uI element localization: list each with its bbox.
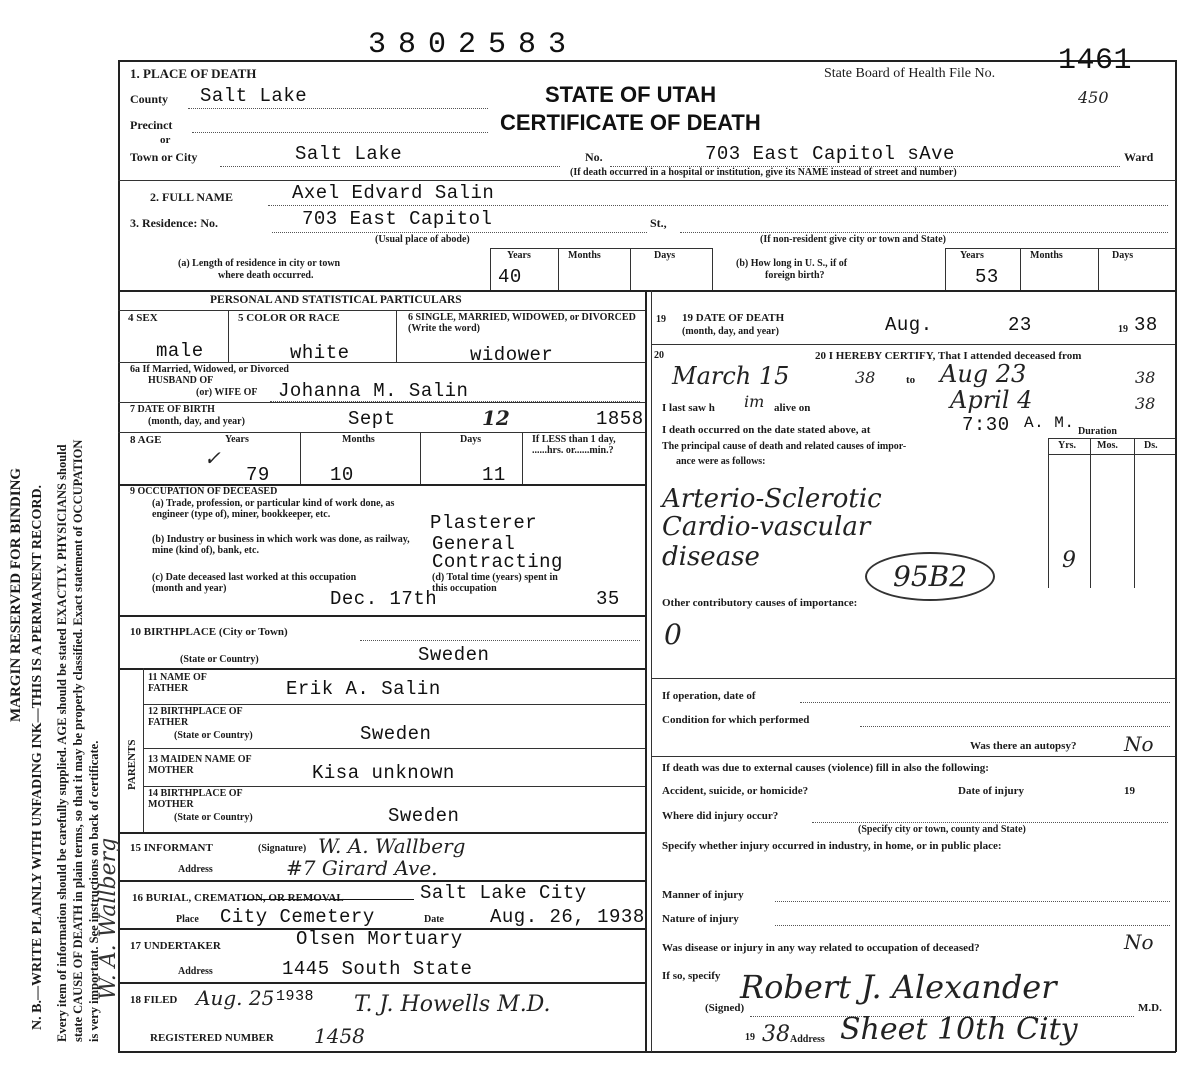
sex-label: 4 SEX xyxy=(128,312,158,324)
duration-top xyxy=(1048,438,1175,439)
us-label-b: foreign birth? xyxy=(765,270,825,281)
center-divider xyxy=(645,290,647,1052)
spouse-label-a: 6a If Married, Widowed, or Divorced xyxy=(130,364,289,375)
occurred-label: I death occurred on the date stated above, at xyxy=(662,424,871,436)
filed-by: T. J. Howells M.D. xyxy=(354,992,551,1017)
operation-label: If operation, date of xyxy=(662,690,756,702)
manner-label: Manner of injury xyxy=(662,889,744,901)
len-box-l xyxy=(490,248,491,290)
residence-st-label: St., xyxy=(650,216,667,230)
len-box-r xyxy=(712,248,713,290)
informant-address-label: Address xyxy=(178,864,213,875)
rule-10 xyxy=(143,748,645,749)
us-months-head: Months xyxy=(1030,250,1063,261)
len-box-top xyxy=(490,248,712,249)
signed-year-prefix: 19 xyxy=(745,1032,755,1043)
duration-value: 9 xyxy=(1062,548,1076,573)
father-label: 11 NAME OF FATHER xyxy=(148,672,207,694)
alive-on-label: alive on xyxy=(774,402,811,414)
name-line xyxy=(268,205,1168,206)
county-label: County xyxy=(130,92,169,106)
len-months-head: Months xyxy=(568,250,601,261)
occupation-b-value-2: Contracting xyxy=(432,551,563,573)
occupation-d-value: 35 xyxy=(596,588,620,610)
rule-15 xyxy=(118,982,645,984)
death-year-prefix: 19 xyxy=(1118,324,1128,335)
rule-r3 xyxy=(651,756,1175,757)
cause-2: Cardio-vascular xyxy=(662,512,871,542)
file-no-sub: 450 xyxy=(1078,88,1109,107)
len-years-head: Years xyxy=(507,250,531,261)
length-residence-label-b: where death occurred. xyxy=(218,270,314,281)
attended-to: Aug 23 xyxy=(940,360,1027,388)
duration-head-bottom xyxy=(1048,454,1175,455)
death-month: Aug. xyxy=(885,314,933,336)
injury-year-prefix: 19 xyxy=(1124,785,1135,797)
signed-year: 38 xyxy=(762,1022,790,1047)
rule-personal xyxy=(118,310,645,311)
usual-abode-note: (Usual place of abode) xyxy=(375,234,470,245)
spouse-label-b: HUSBAND OF xyxy=(148,375,214,386)
undertaker-label: 17 UNDERTAKER xyxy=(130,940,221,952)
last-saw-label: I last saw h xyxy=(662,402,715,414)
undertaker-address-label: Address xyxy=(178,966,213,977)
specify-label: Specify whether injury occurred in industry, in home, or in public place: xyxy=(662,840,1002,852)
burial-strike xyxy=(242,899,414,900)
margin-instructions-3: is very important. See instructions on back of certificate. xyxy=(87,740,101,1042)
filed-date: Aug. 25 xyxy=(196,986,275,1010)
alive-on-date: April 4 xyxy=(950,386,1033,414)
if-so-label: If so, specify xyxy=(662,970,721,982)
informant-sig-label: (Signature) xyxy=(258,843,307,854)
address-note: (If death occurred in a hospital or institution, give its NAME instead of street and number) xyxy=(570,167,957,178)
date-injury-label: Date of injury xyxy=(958,785,1024,797)
town-line xyxy=(220,166,560,167)
frame-right xyxy=(1175,60,1177,1052)
occupation-a-label: (a) Trade, profession, or particular kind of work done, as engineer (type of), miner, bookkeeper, etc. xyxy=(152,498,395,520)
margin-instructions-1: Every item of information should be carefully supplied. AGE should be stated EXACTLY. PHYSICIANS should xyxy=(55,444,69,1042)
occupation-d-label: (d) Total time (years) spent in this occupation xyxy=(432,572,558,594)
rule-4 xyxy=(118,402,645,403)
md-label: M.D. xyxy=(1138,1002,1162,1014)
rule-r1 xyxy=(651,344,1175,345)
nonresident-note: (If non-resident give city or town and State) xyxy=(760,234,947,245)
file-no: 1461 xyxy=(1058,44,1133,78)
marital-label: 6 SINGLE, MARRIED, WIDOWED, or DIVORCED (Write the word) xyxy=(408,312,636,334)
len-days-head: Days xyxy=(654,250,676,261)
dob-year: 1858 xyxy=(596,408,644,430)
related-value: No xyxy=(1124,930,1154,954)
undertaker-value: Olsen Mortuary xyxy=(296,928,463,950)
residence-line-2 xyxy=(680,232,1168,233)
duration-col-1 xyxy=(1048,438,1049,588)
cause-3: disease xyxy=(662,542,760,572)
county-value: Salt Lake xyxy=(200,85,308,107)
less-than-day-label: If LESS than 1 day, ......hrs. or......min.? xyxy=(532,434,616,456)
attended-from: March 15 xyxy=(672,362,790,390)
full-name-label: 2. FULL NAME xyxy=(150,190,234,204)
occupation-c-value: Dec. 17th xyxy=(330,588,438,610)
personal-heading: PERSONAL AND STATISTICAL PARTICULARS xyxy=(210,294,462,306)
condition-line xyxy=(860,726,1170,727)
mother-value: Kisa unknown xyxy=(312,762,455,784)
burial-place: City Cemetery xyxy=(220,906,375,928)
margin-instructions-2: state CAUSE OF DEATH in plain terms, so that it may be properly classified. Exact statement of OCCUPATION xyxy=(71,439,85,1042)
duration-col-2 xyxy=(1090,438,1091,588)
ward-label: Ward xyxy=(1124,150,1154,164)
occupation-label: 9 OCCUPATION OF DECEASED xyxy=(130,486,278,497)
parents-side-label: PARENTS xyxy=(126,739,138,790)
town-label: Town or City xyxy=(130,150,198,164)
death-day: 23 xyxy=(1008,314,1032,336)
age-div-1 xyxy=(300,432,301,484)
title-state: STATE OF UTAH xyxy=(545,82,717,107)
accident-label: Accident, suicide, or homicide? xyxy=(662,785,809,797)
len-years-value: 40 xyxy=(498,266,522,288)
us-label-a: (b) How long in U. S., if of xyxy=(736,258,848,269)
precinct-label: Precinct xyxy=(130,118,173,132)
spouse-value: Johanna M. Salin xyxy=(278,380,469,402)
attended-to-year: 38 xyxy=(1135,368,1156,387)
spouse-label-c: (or) WIFE OF xyxy=(196,387,258,398)
mother-birthplace-value: Sweden xyxy=(388,805,460,827)
rule-5 xyxy=(118,432,645,433)
race-value: white xyxy=(290,342,350,364)
margin-ink-note: N. B.—WRITE PLAINLY WITH UNFADING INK—THIS IS A PERMANENT RECORD. xyxy=(30,484,45,1030)
age-years-value: 79 xyxy=(246,464,270,486)
cause-code: 95B2 xyxy=(865,552,995,601)
burial-place-label: Place xyxy=(176,914,199,925)
precinct-line xyxy=(192,132,488,133)
death-time: 7:30 xyxy=(962,414,1010,436)
alive-on-year: 38 xyxy=(1135,394,1156,413)
rule-r2 xyxy=(651,678,1175,679)
residence-line xyxy=(272,232,647,233)
race-divider xyxy=(396,310,397,362)
mother-label: 13 MAIDEN NAME OF MOTHER xyxy=(148,754,252,776)
margin-signature-text: W. A. Wallberg xyxy=(96,837,121,1000)
filed-year: 1938 xyxy=(276,988,315,1005)
other-causes-label: Other contributory causes of importance: xyxy=(662,597,858,609)
father-birthplace-value: Sweden xyxy=(360,723,432,745)
burial-date: Aug. 26, 1938 xyxy=(490,906,645,928)
rule-7 xyxy=(118,615,645,617)
death-year: 38 xyxy=(1134,314,1158,336)
rule-9 xyxy=(143,704,645,705)
registered-number: 1458 xyxy=(314,1024,365,1048)
age-months-head: Months xyxy=(342,434,375,445)
date-of-death-num: 19 xyxy=(656,314,666,325)
rule-2 xyxy=(118,290,1176,292)
father-birthplace-sub: (State or Country) xyxy=(174,730,253,741)
us-years-value: 53 xyxy=(975,266,999,288)
nature-label: Nature of injury xyxy=(662,913,739,925)
title-certificate: CERTIFICATE OF DEATH xyxy=(500,110,761,135)
related-label: Was disease or injury in any way related to occupation of deceased? xyxy=(662,942,980,954)
len-box-m2 xyxy=(630,248,631,290)
us-years-head: Years xyxy=(960,250,984,261)
residence-value: 703 East Capitol xyxy=(302,208,493,230)
burial-label: 16 BURIAL, CREMATION, OR REMOVAL xyxy=(132,892,344,904)
age-div-3 xyxy=(522,432,523,484)
birthplace-label: 10 BIRTHPLACE (City or Town) xyxy=(130,626,288,638)
autopsy-value: No xyxy=(1124,732,1154,756)
duration-label: Duration xyxy=(1078,426,1117,437)
age-years-head: Years xyxy=(225,434,249,445)
where-injury-label: Where did injury occur? xyxy=(662,810,779,822)
dob-label-b: (month, day, and year) xyxy=(148,416,245,427)
father-birthplace-label: 12 BIRTHPLACE OF FATHER xyxy=(148,706,243,728)
duration-ds-head: Ds. xyxy=(1144,440,1158,451)
physician-signature: Robert J. Alexander xyxy=(740,968,1057,1006)
certify-label: 20 I HEREBY CERTIFY, That I attended deceased from xyxy=(815,350,1082,362)
age-div-2 xyxy=(420,432,421,484)
place-of-death-label: 1. PLACE OF DEATH xyxy=(130,66,257,81)
full-name-value: Axel Edvard Salin xyxy=(292,182,495,204)
registered-number-label: REGISTERED NUMBER xyxy=(150,1032,274,1044)
nature-line xyxy=(775,925,1170,926)
len-box-m1 xyxy=(558,248,559,290)
filed-label: 18 FILED xyxy=(130,994,178,1006)
informant-address: #7 Girard Ave. xyxy=(286,856,438,880)
mother-birthplace-sub: (State or Country) xyxy=(174,812,253,823)
certificate-serial-number: 3802583 xyxy=(368,28,579,62)
rule-3 xyxy=(118,362,645,363)
rule-8 xyxy=(118,668,645,670)
duration-col-3 xyxy=(1134,438,1135,588)
rule-1 xyxy=(118,180,1176,181)
autopsy-label: Was there an autopsy? xyxy=(970,740,1077,752)
age-days-value: 11 xyxy=(482,464,506,486)
age-label: 8 AGE xyxy=(130,434,162,446)
sex-value: male xyxy=(156,340,204,362)
occupation-c-label: (c) Date deceased last worked at this occupation (month and year) xyxy=(152,572,357,594)
father-value: Erik A. Salin xyxy=(286,678,441,700)
burial-city: Salt Lake City xyxy=(420,882,587,904)
mother-birthplace-label: 14 BIRTHPLACE OF MOTHER xyxy=(148,788,243,810)
file-no-label: State Board of Health File No. xyxy=(824,66,996,81)
us-days-head: Days xyxy=(1112,250,1134,261)
death-ampm: A. M. xyxy=(1024,414,1075,432)
frame-top xyxy=(118,60,1176,62)
birthplace-value: Sweden xyxy=(418,644,490,666)
us-box-l xyxy=(945,248,946,290)
center-divider-2 xyxy=(651,290,652,1052)
county-line xyxy=(188,108,488,109)
duration-yrs-head: Yrs. xyxy=(1058,440,1077,451)
us-box-m2 xyxy=(1098,248,1099,290)
age-days-head: Days xyxy=(460,434,482,445)
last-saw-h: im xyxy=(744,392,765,411)
rule-11 xyxy=(143,786,645,787)
marital-value: widower xyxy=(470,344,554,366)
duration-mos-head: Mos. xyxy=(1097,440,1118,451)
age-months-value: 10 xyxy=(330,464,354,486)
manner-line xyxy=(775,901,1170,902)
us-box-top xyxy=(945,248,1175,249)
length-residence-label-a: (a) Length of residence in city or town xyxy=(178,258,341,269)
informant-label: 15 INFORMANT xyxy=(130,842,213,854)
cause-label-b: ance were as follows: xyxy=(676,456,766,467)
occupation-a-value: Plasterer xyxy=(430,512,538,534)
occupation-b-label: (b) Industry or business in which work was done, as railway, mine (kind of), bank, etc. xyxy=(152,534,410,556)
operation-line xyxy=(800,702,1170,703)
residence-label: 3. Residence: No. xyxy=(130,216,218,230)
address-no-value: 703 East Capitol sAve xyxy=(705,143,955,165)
birthplace-line xyxy=(360,640,640,641)
parents-divider xyxy=(143,668,144,833)
dob-month: Sept xyxy=(348,408,396,430)
where-injury-sub: (Specify city or town, county and State) xyxy=(858,824,1026,835)
dob-day: 12 xyxy=(482,406,510,430)
address-no-label: No. xyxy=(585,150,603,164)
occupation-b-value-1: General xyxy=(432,533,516,555)
burial-date-label: Date xyxy=(424,914,444,925)
birthplace-state-label: (State or Country) xyxy=(180,654,259,665)
race-label: 5 COLOR OR RACE xyxy=(238,312,340,324)
external-causes-label: If death was due to external causes (violence) fill in also the following: xyxy=(662,762,989,774)
certify-num: 20 xyxy=(654,350,664,361)
age-checkmark: ✓ xyxy=(204,446,221,470)
sex-divider xyxy=(228,310,229,362)
attended-from-year: 38 xyxy=(855,368,876,387)
dob-label-a: 7 DATE OF BIRTH xyxy=(130,404,215,415)
other-causes-value: 0 xyxy=(664,618,682,651)
frame-bottom xyxy=(118,1051,1176,1053)
margin-binding: MARGIN RESERVED FOR BINDING xyxy=(8,467,24,722)
cause-1: Arterio-Sclerotic xyxy=(662,484,882,514)
attended-to-label: to xyxy=(906,374,916,386)
informant-signature: W. A. Wallberg xyxy=(318,834,466,858)
us-box-m1 xyxy=(1020,248,1021,290)
or-label: or xyxy=(160,134,171,146)
undertaker-address: 1445 South State xyxy=(282,958,473,980)
physician-address-label: Address xyxy=(790,1034,825,1045)
physician-address: Sheet 10th City xyxy=(840,1012,1078,1047)
cause-label-a: The principal cause of death and related causes of impor- xyxy=(662,441,907,452)
condition-label: Condition for which performed xyxy=(662,714,810,726)
date-of-death-label: 19 DATE OF DEATH xyxy=(682,312,785,324)
where-line xyxy=(812,822,1168,823)
town-value: Salt Lake xyxy=(295,143,403,165)
date-of-death-sub: (month, day, and year) xyxy=(682,326,779,337)
signed-label: (Signed) xyxy=(705,1002,745,1014)
